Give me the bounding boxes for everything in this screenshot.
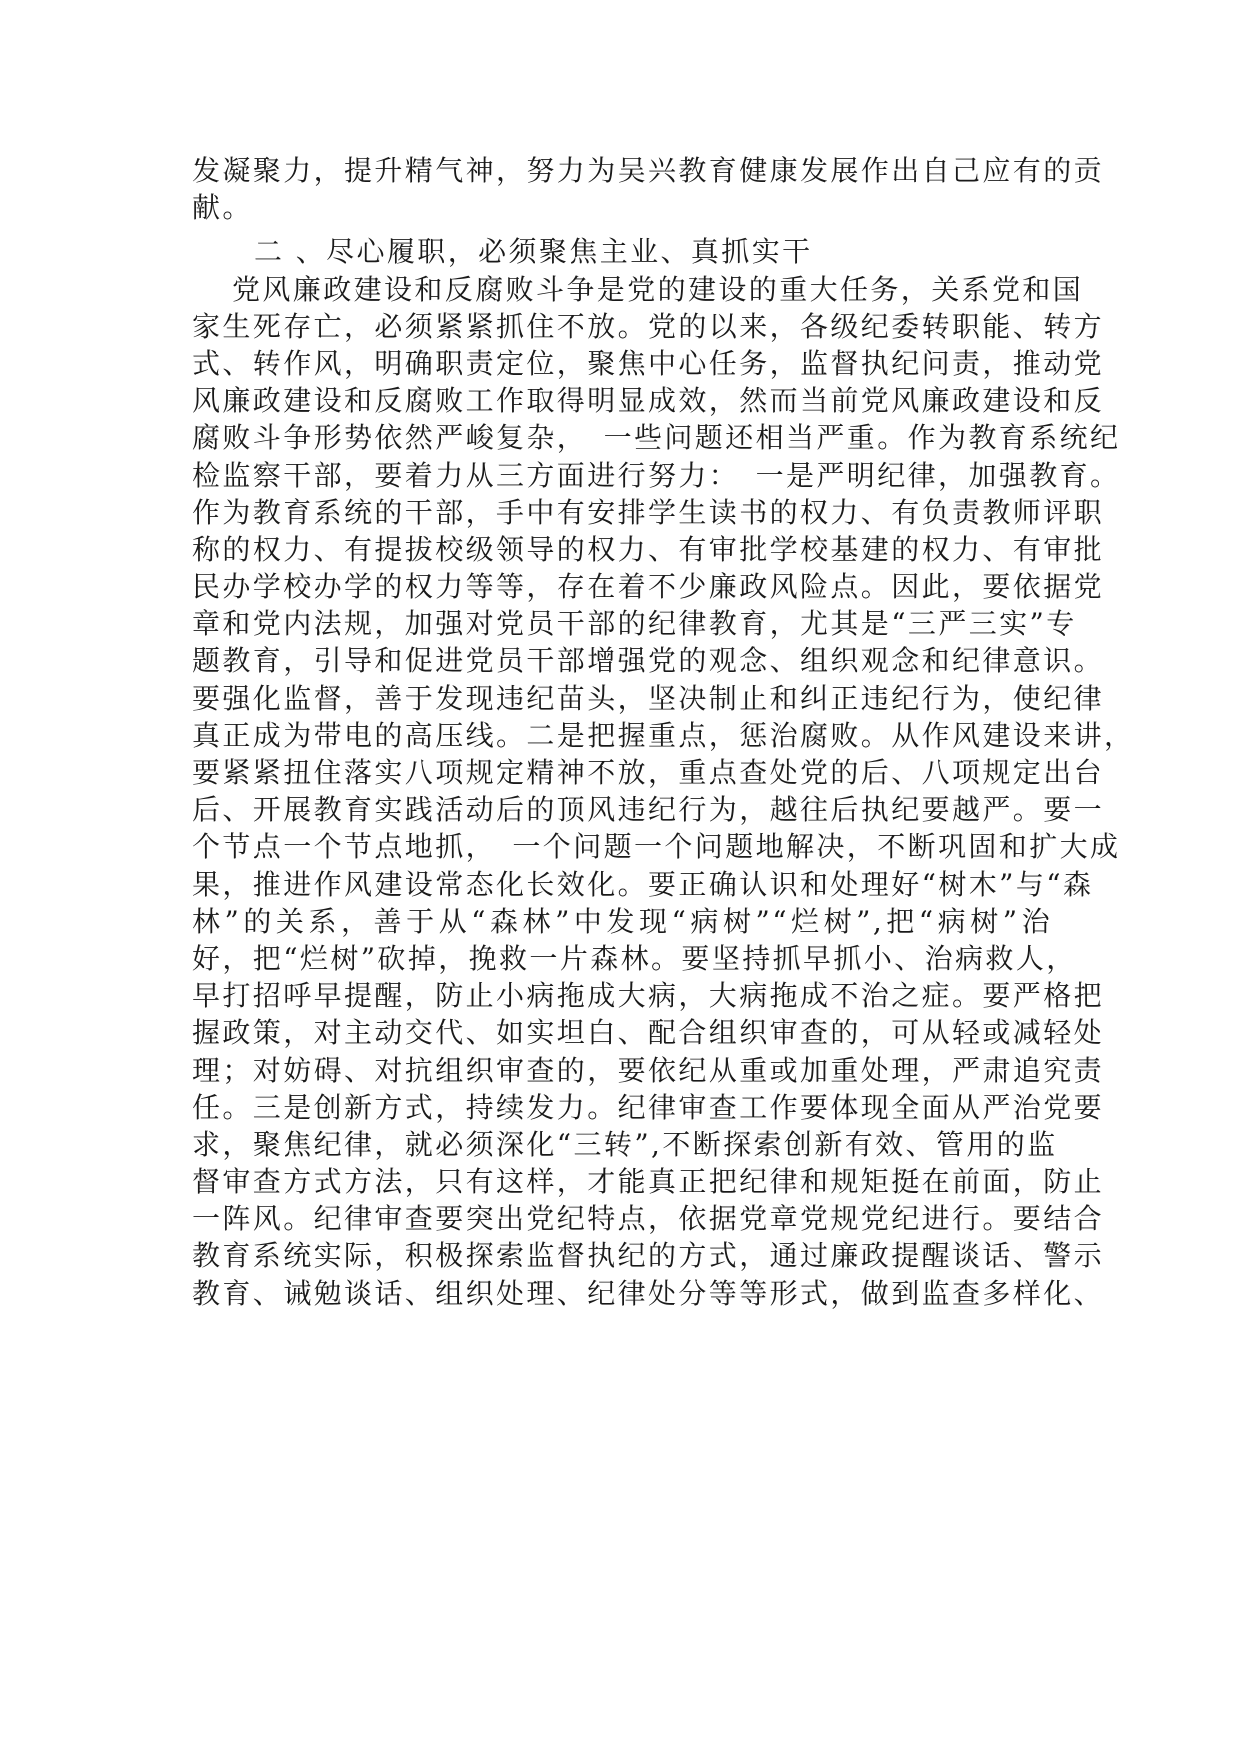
- text-line: 发凝聚力，提升精气神，努力为吴兴教育健康发展作出自己应有的贡: [192, 154, 1105, 187]
- text-line: 民办学校办学的权力等等，存在着不少廉政风险点。因此，要依据党: [192, 570, 1105, 604]
- text-line: 后、开展教育实践活动后的顶风违纪行为，越往后执纪要越严。要一: [192, 793, 1105, 827]
- text-line: 督审查方式方法，只有这样，才能真正把纪律和规矩挺在前面，防止: [192, 1165, 1105, 1199]
- text-line: 教育、诫勉谈话、组织处理、纪律处分等等形式，做到监查多样化、: [192, 1276, 1105, 1310]
- text-line: 献。: [192, 191, 253, 225]
- text-line: 早打招呼早提醒，防止小病拖成大病，大病拖成不治之症。要严格把: [192, 979, 1105, 1013]
- text-line: 作为教育系统的干部，手中有安排学生读书的权力、有负责教师评职: [192, 495, 1105, 529]
- text-line: 教育系统实际，积极探索监督执纪的方式，通过廉政提醒谈话、警示: [192, 1239, 1105, 1273]
- text-line: 果，推进作风建设常态化长效化。要正确认识和处理好“树木”与“森: [192, 867, 1094, 901]
- text-line: 理；对妨碍、对抗组织审查的，要依纪从重或加重处理，严肃追究责: [192, 1053, 1105, 1087]
- text-line: 式、转作风，明确职责定位，聚焦中心任务，监督执纪问责，推动党: [192, 346, 1105, 380]
- text-line: 检监察干部，要着力从三方面进行努力： 一是严明纪律，加强教育。: [192, 458, 1121, 492]
- text-line: 要强化监督，善于发现违纪苗头，坚决制止和纠正违纪行为，使纪律: [192, 681, 1105, 715]
- paragraph-first-line: 党风廉政建设和反腐败斗争是党的建设的重大任务，关系党和国: [232, 272, 1084, 306]
- text-line: 称的权力、有提拔校级领导的权力、有审批学校基建的权力、有审批: [192, 532, 1105, 566]
- text-line: 章和党内法规，加强对党员干部的纪律教育，尤其是“三严三实”专: [192, 607, 1077, 641]
- text-line: 好，把“烂树”砍掉，挽救一片森林。要坚持抓早抓小、治病救人，: [192, 941, 1077, 975]
- text-line: 求，聚焦纪律，就必须深化“三转”,不断探索创新有效、管用的监: [192, 1127, 1058, 1161]
- section-heading: 二 、尽心履职，必须聚焦主业、真抓实干: [254, 235, 813, 269]
- text-line: 家生死存亡，必须紧紧抓住不放。党的以来，各级纪委转职能、转方: [192, 309, 1105, 343]
- text-line: 腐败斗争形势依然严峻复杂， 一些问题还相当严重。作为教育系统纪: [192, 421, 1121, 455]
- text-line: 林”的关系，善于从“森林”中发现“病树”“烂树”,把“病树”治: [192, 904, 1052, 938]
- text-line: 一阵风。纪律审查要突出党纪特点，依据党章党规党纪进行。要结合: [192, 1202, 1105, 1236]
- text-line: 题教育，引导和促进党员干部增强党的观念、组织观念和纪律意识。: [192, 644, 1105, 678]
- text-line: 个节点一个节点地抓， 一个问题一个问题地解决，不断巩固和扩大成: [192, 830, 1121, 864]
- text-line: 真正成为带电的高压线。二是把握重点，惩治腐败。从作风建设来讲，: [192, 718, 1135, 752]
- text-line: 任。三是创新方式，持续发力。纪律审查工作要体现全面从严治党要: [192, 1090, 1105, 1124]
- text-line: 要紧紧扭住落实八项规定精神不放，重点查处党的后、八项规定出台: [192, 756, 1105, 789]
- text-line: 握政策，对主动交代、如实坦白、配合组织审查的，可从轻或减轻处: [192, 1016, 1105, 1050]
- text-line: 风廉政建设和反腐败工作取得明显成效，然而当前党风廉政建设和反: [192, 384, 1105, 418]
- document-body: [192, 152, 1135, 1312]
